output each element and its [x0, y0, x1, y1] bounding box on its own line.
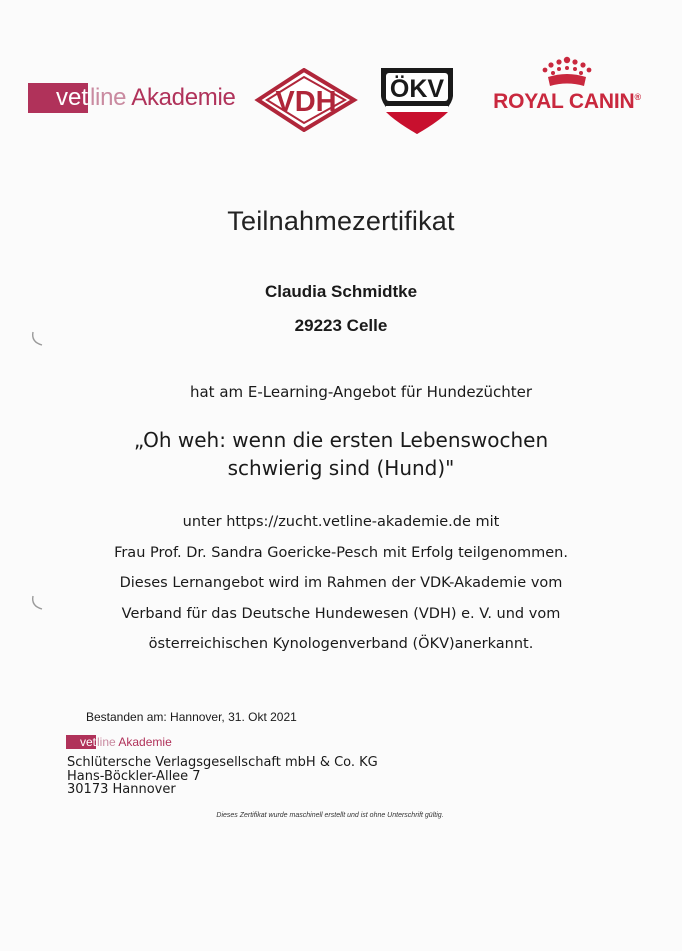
- royal-canin-logo: [492, 56, 642, 114]
- body-line: Dieses Lernangebot wird im Rahmen der VDK-Akademie vom: [119, 575, 563, 591]
- okv-shield-icon: [378, 66, 456, 136]
- address-line: Schlütersche Verlagsgesellschaft mbH & Co. KG: [67, 755, 378, 770]
- vetline-logo-text: [90, 84, 236, 112]
- certificate-title: Teilnahmezertifikat: [227, 206, 455, 236]
- vdh-logo: [254, 68, 358, 137]
- footer-vetline-logo: [66, 734, 172, 750]
- passed-date: Bestanden am: Hannover, 31. Okt 2021: [86, 710, 297, 724]
- vetline-logo-vet: vet: [28, 83, 88, 113]
- footer-vetline-text: [97, 735, 172, 749]
- course-title-line-2: schwierig sind (Hund)": [227, 456, 455, 480]
- course-title-line-1: „Oh weh: wenn die ersten Lebenswochen: [133, 428, 549, 452]
- participant-name: Claudia Schmidtke: [264, 282, 418, 301]
- vetline-logo-akademie: Akademie: [126, 84, 236, 111]
- course-title: [0, 426, 682, 482]
- okv-logo-text: ÖKV: [389, 75, 445, 103]
- publisher-address: [67, 756, 378, 797]
- body-line: Frau Prof. Dr. Sandra Goericke-Pesch mit Erfolg teilgenommen.: [114, 544, 568, 561]
- vetline-logo-line: line: [90, 84, 127, 111]
- registered-mark: ®: [634, 92, 641, 102]
- punch-hole-mark: [30, 330, 44, 348]
- vdh-logo-text: VDH: [275, 86, 337, 118]
- royal-canin-text: ROYAL CANIN: [493, 90, 635, 113]
- body-line: österreichischen Kynologenverband (ÖKV)anerkannt.: [148, 636, 534, 652]
- royal-canin-wordmark: [492, 90, 642, 114]
- vdh-diamond-icon: [254, 68, 358, 132]
- certificate-body: [0, 512, 682, 665]
- participant-city: 29223 Celle: [294, 316, 388, 335]
- footer-vetline-akademie: Akademie: [115, 735, 172, 749]
- royal-canin-crown-icon: [539, 56, 595, 88]
- address-line: 30173 Hannover: [67, 782, 176, 797]
- vetline-akademie-logo: [28, 80, 236, 116]
- validity-note: Dieses Zertifikat wurde maschinell erstellt und ist ohne Unterschrift gültig.: [216, 812, 444, 819]
- address-line: Hans-Böckler-Allee 7: [67, 768, 201, 784]
- footer-vetline-line: line: [97, 735, 116, 749]
- punch-hole-mark: [30, 594, 44, 612]
- body-line: Verband für das Deutsche Hundewesen (VDH) e. V. und vom: [121, 605, 561, 622]
- okv-logo: [378, 66, 456, 141]
- intro-text: hat am E-Learning-Angebot für Hundezüchter: [189, 383, 533, 401]
- body-line: unter https://zucht.vetline-akademie.de mit: [182, 514, 500, 530]
- footer-vetline-vet: vet: [66, 735, 96, 749]
